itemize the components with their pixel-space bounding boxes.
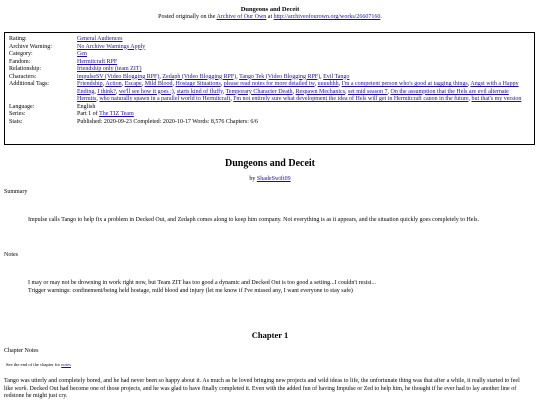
posted-line: Posted originally on the Archive of Our Own at http://archiveofourown.org/works/26607160.: [158, 14, 382, 21]
chapter-text: Tango was utterly and completely bored, and he had never been so happy about it. As much as he loved bringing new projects and wild ideas to life, the unfortunate thing was that after a while, it really started to feel like work. Decked Out had become one of those projects, and he was glad to have finally completed it. Even with the added fun of having Impulse or Zed to help him, he thought if he ever had to lay another line of redstone he might just cry.: [4, 378, 520, 399]
category-row: [9, 51, 530, 59]
tag-link[interactable]: uuuuhhh: [317, 81, 339, 87]
series-label: Series:: [9, 111, 26, 117]
stats-value: Published: 2020-09-23 Completed: 2020-10-17 Words: 8,576 Chapters: 6/6: [77, 118, 259, 125]
fandom-row: [9, 59, 530, 67]
archive-link[interactable]: Archive of Our Own: [216, 14, 267, 21]
tags-list: Friendship, Action, Escape, Mild Blood, Hostage Situations, please read notes for more detailed tw, uuuuhhh, I'm a competent person who's good at tagging things, Angst with a Happy Ending, I think?, we'll see how it goes :), starts kind of fluffy, Temporary Character Death, Respawn Mechanics, set mid season 7, On the assumption that the Hels are evil alternate Hermits, who naturally spawn in a parallel world to Hermitcraft, I'm not entirely sure what development the idea of Hels will get in Hermitcraft canon in the future, but that's my version: [77, 81, 522, 102]
character-link[interactable]: impulseSV (Video Blogging RPF): [77, 73, 160, 80]
notes-text: [28, 280, 520, 295]
warning-row: [9, 44, 530, 52]
work-title: Dungeons and Deceit: [224, 158, 315, 169]
language-label: Language:: [9, 103, 35, 110]
tag-link[interactable]: I think?: [97, 88, 116, 95]
tag-link[interactable]: I'm a competent person who's good at tagging things: [341, 81, 468, 87]
header-title: Dungeons and Deceit: [240, 6, 300, 13]
tags-row: [9, 81, 530, 104]
end-notes-ref: See the end of the chapter for notes: [6, 362, 71, 367]
author-link[interactable]: ShadeSwift09: [256, 176, 291, 182]
tag-link[interactable]: Angst with a Happy Ending: [77, 81, 519, 95]
tag-link[interactable]: Action: [105, 81, 122, 87]
tag-link[interactable]: who naturally spawn in a parallel world to Hermitcraft: [99, 96, 231, 102]
tag-link[interactable]: but that's my version: [471, 96, 522, 102]
tag-link[interactable]: Escape: [124, 81, 142, 87]
warning-label: Archive Warning:: [9, 43, 52, 50]
notes-line-1: I may or may not be drowning in work right now, but Team ZIT has too good a dynamic and Decked Out is too good a setting...I couldn't resist...: [28, 280, 376, 286]
characters-row: [9, 74, 530, 82]
document-header: [0, 0, 540, 22]
character-link[interactable]: Zedaph (Video Blogging RPF): [162, 73, 237, 80]
tags-label: Additional Tags:: [9, 81, 49, 87]
character-link[interactable]: Tango Tek (Video Blogging RPF): [239, 73, 321, 80]
category-label: Category:: [9, 51, 33, 57]
warning-link[interactable]: No Archive Warnings Apply: [77, 43, 146, 50]
chapter-title: Chapter 1: [251, 330, 289, 340]
summary-text: Impulse calls Tango to help fix a problem in Decked Out, and Zedaph comes along to keep him company. Not everything is as it appears, and the situation quickly goes completely to Hels.: [28, 217, 479, 223]
end-notes-link[interactable]: notes: [61, 362, 71, 367]
notes-line-2: Trigger warnings: confinement/being held hostage, mild blood and injury (let me know if I've missed any, I want everyone to stay safe): [28, 287, 353, 294]
tag-link[interactable]: On the assumption that the Hels are evil alternate Hermits: [77, 88, 509, 102]
byline: by ShadeSwift09: [249, 176, 291, 182]
relationship-label: Relationship:: [9, 66, 41, 72]
tag-link[interactable]: I'm not entirely sure what development the idea of Hels will get in Hermitcraft canon in the future: [233, 96, 469, 102]
fandom-link[interactable]: Hermitcraft RPF: [77, 58, 118, 65]
tag-link[interactable]: Respawn Mechanics: [295, 88, 346, 95]
tag-link[interactable]: set mid season 7: [348, 88, 388, 95]
stats-row: [9, 119, 530, 127]
tag-link[interactable]: starts kind of fluffy: [176, 88, 223, 95]
tag-link[interactable]: we'll see how it goes :): [118, 88, 174, 95]
tag-link[interactable]: Temporary Character Death: [225, 88, 293, 95]
work-meta-box: [4, 32, 535, 145]
stats-label: Stats:: [9, 118, 23, 125]
tag-link[interactable]: please read notes for more detailed tw: [223, 81, 315, 87]
language-row: [9, 104, 530, 112]
notes-label: Notes: [4, 252, 18, 258]
work-url-link[interactable]: http://archiveofourown.org/works/26607160: [273, 14, 381, 21]
rating-label: Rating:: [9, 36, 27, 42]
characters-list: impulseSV (Video Blogging RPF), Zedaph (Video Blogging RPF), Tango Tek (Video Blogging RPF), Evil Tango: [77, 73, 350, 80]
category-link[interactable]: Gen: [77, 51, 87, 57]
relationship-row: [9, 66, 530, 74]
tag-link[interactable]: Hostage Situations: [175, 81, 221, 87]
rating-link[interactable]: General Audiences: [77, 36, 123, 42]
language-value: English: [77, 103, 96, 110]
chapter-notes-label: Chapter Notes: [4, 348, 39, 354]
summary-label: Summary: [4, 189, 28, 195]
characters-label: Characters:: [9, 73, 37, 80]
rating-row: [9, 36, 530, 44]
tag-link[interactable]: Friendship: [77, 81, 103, 87]
relationship-link[interactable]: friendship only (team ZIT): [77, 66, 142, 72]
tag-link[interactable]: Mild Blood: [144, 81, 173, 87]
character-link[interactable]: Evil Tango: [323, 73, 350, 80]
series-link[interactable]: The TIZ Team: [99, 111, 134, 117]
series-row: Series: Part 1 of The TIZ Team: [9, 111, 134, 117]
fandom-label: Fandom:: [9, 58, 31, 65]
